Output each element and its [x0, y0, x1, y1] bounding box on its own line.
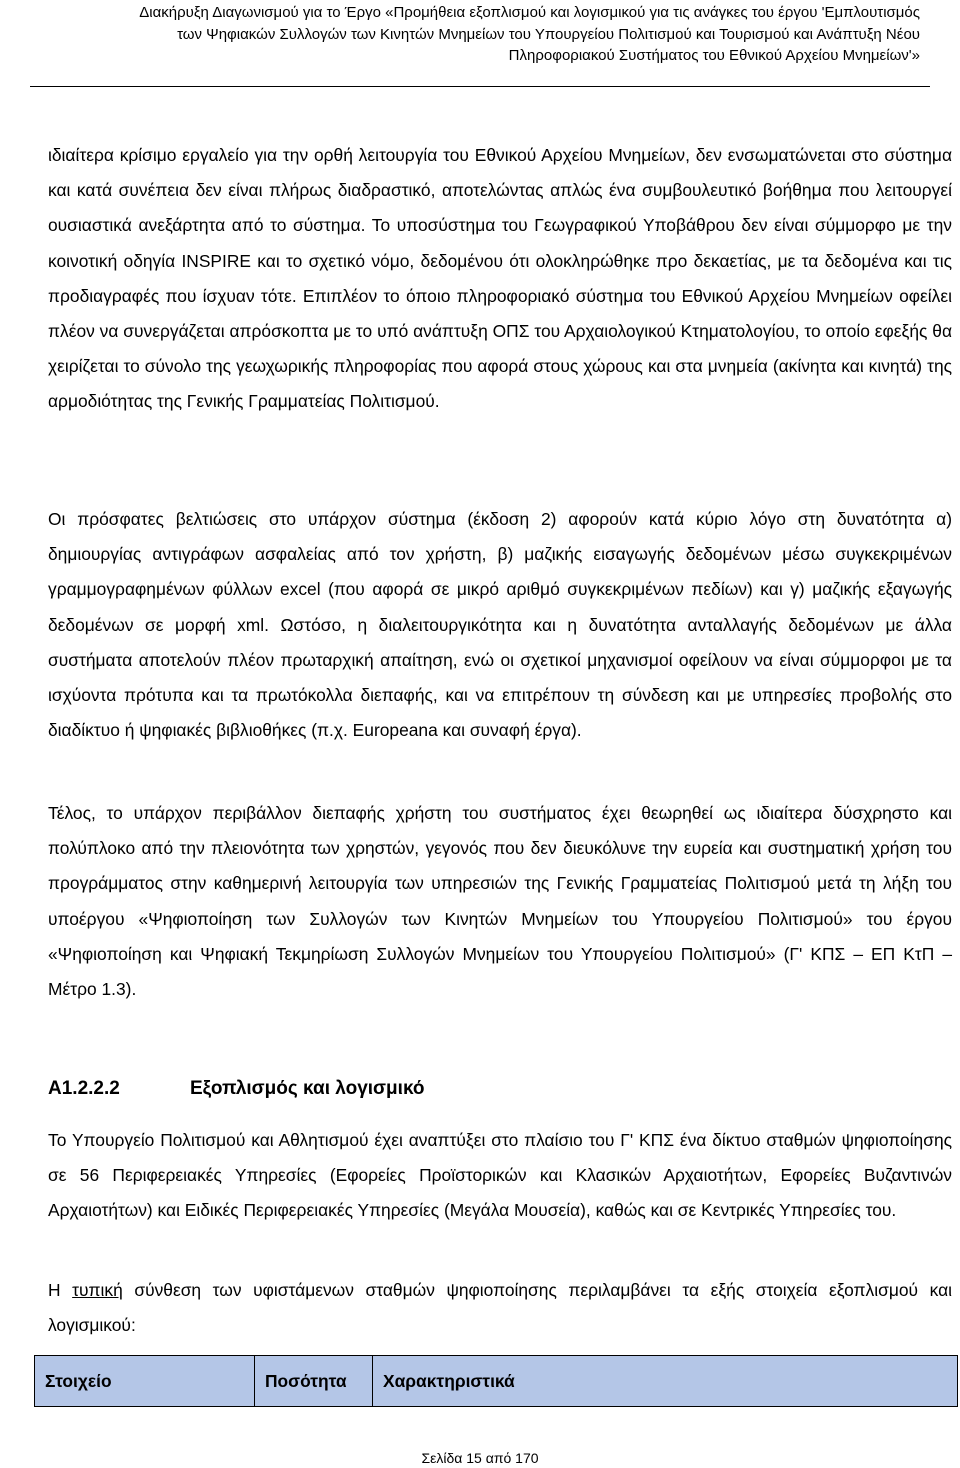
paragraph-1: ιδιαίτερα κρίσιμο εργαλείο για την ορθή λειτουργία του Εθνικού Αρχείου Μνημείων, δεν ενσωματώνεται στο σύστημα και κατά συνέπεια δεν είναι πλήρως διαδραστικό, αποτελώντας απλώς ένα συμβουλευτικό βοήθημα που λειτουργεί ουσιαστικά ανεξάρτητα από το σύστημα. Το υποσύστημα του Γεωγραφικού Υποβάθρου δεν είναι σύμμορφο με την κοινοτική οδηγία INSPIRE και το σχετικό νόμο, δεδομένου ότι ολοκληρώθηκε προ δεκαετίας, με τα δεδομένα και τις προδιαγραφές που ίσχυαν τότε. Επιπλέον το όποιο πληροφοριακό σύστημα του Εθνικού Αρχείου Μνημείων οφείλει πλέον να συνεργάζεται απρόσκοπτα με το υπό ανάπτυξη ΟΠΣ του Αρχαιολογικού Κτηματολογίου, το οποίο εφεξής θα χειρίζεται το σύνολο της γεωχωρικής πληροφορίας που αφορά στους χώρους και στα μνημεία (ακίνητα και κινητά) της αρμοδιότητας της Γενικής Γραμματείας Πολιτισμού. — [48, 145, 952, 412]
page-number: Σελίδα 15 από 170 — [421, 1450, 539, 1466]
header-line-2: των Ψηφιακών Συλλογών των Κινητών Μνημείων του Υπουργείου Πολιτισμού και Τουρισμού και Ανάπτυξη Νέου — [177, 25, 920, 43]
section-heading — [48, 1078, 425, 1100]
paragraph-3: Τέλος, το υπάρχον περιβάλλον διεπαφής χρήστη του συστήματος έχει θεωρηθεί ως ιδιαίτερα δύσχρηστο και πολύπλοκο από την πλειονότητα των χρηστών, γεγονός που δεν διευκόλυνε την ευρεία και συστηματική χρήση του προγράμματος στην καθημερινή λειτουργία των υπηρεσιών της Γενικής Γραμματείας Πολιτισμού μετά τη λήξη του υποέργου «Ψηφιοποίηση των Συλλογών των Κινητών Μνημείων του Υπουργείου Πολιτισμού» του έργου «Ψηφιοποίηση και Ψηφιακή Τεκμηρίωση Συλλογών Μνημείων του Υπουργείου Πολιτισμού» (Γ' ΚΠΣ – ΕΠ ΚτΠ – Μέτρο 1.3). — [48, 803, 952, 1000]
column-header-item: Στοιχείο — [35, 1356, 255, 1407]
paragraph-2: Οι πρόσφατες βελτιώσεις στο υπάρχον σύστημα (έκδοση 2) αφορούν κατά κύριο λόγο στη δυνατότητα α) δημιουργίας αντιγράφων ασφαλείας από τον χρήστη, β) μαζικής εισαγωγής δεδομένων μέσω συγκεκριμένων γραμμογραφημένων φύλλων excel (που αφορά σε μικρό αριθμό συγκεκριμένων πεδίων) και γ) μαζικής εξαγωγής δεδομένων σε μορφή xml. Ωστόσο, η διαλειτουργικότητα και η δυνατότητα ανταλλαγής δεδομένων με άλλα συστήματα αποτελούν πλέον πρωταρχική απαίτηση, ενώ οι σχετικοί μηχανισμοί οφείλουν να είναι σύμμορφοι με τα ισχύοντα πρότυπα και τα πρωτόκολλα διεπαφής, και να επιτρέπουν τη σύνδεση και με υπηρεσίες προβολής στο διαδίκτυο ή ψηφιακές βιβλιοθήκες (π.χ. Europeana και συναφή έργα). — [48, 509, 952, 741]
equipment-table — [34, 1355, 958, 1407]
page-header — [0, 0, 960, 67]
column-header-quantity: Ποσότητα — [255, 1356, 373, 1407]
paragraph-5-rest: σύνθεση των υφιστάμενων σταθμών ψηφιοποίησης περιλαμβάνει τα εξής στοιχεία εξοπλισμού και λογισμικού: — [48, 1280, 952, 1336]
paragraph-4: Το Υπουργείο Πολιτισμού και Αθλητισμού έχει αναπτύξει στο πλαίσιο του Γ' ΚΠΣ ένα δίκτυο σταθμών ψηφιοποίησης σε 56 Περιφερειακές Υπηρεσίες (Εφορείες Προϊστορικών και Κλασικών Αρχαιοτήτων, Εφορείες Βυζαντινών Αρχαιοτήτων) και Ειδικές Περιφερειακές Υπηρεσίες (Μεγάλα Μουσεία), καθώς και σε Κεντρικές Υπηρεσίες του. — [48, 1130, 952, 1221]
table-header-row — [35, 1356, 958, 1407]
header-divider — [30, 86, 930, 87]
underlined-word: τυπική — [72, 1280, 123, 1300]
paragraph-5-start: Η — [48, 1280, 73, 1300]
header-line-3: Πληροφοριακού Συστήματος του Εθνικού Αρχείου Μνημείων'» — [508, 47, 920, 64]
section-number: Α1.2.2.2 — [48, 1078, 120, 1099]
section-title: Εξοπλισμός και λογισμικό — [190, 1078, 425, 1099]
header-line-1: Διακήρυξη Διαγωνισμού για το Έργο «Προμήθεια εξοπλισμού και λογισμικού για τις ανάγκες του έργου 'Εμπλουτισμός — [139, 4, 920, 21]
column-header-characteristics: Χαρακτηριστικά — [373, 1356, 958, 1407]
paragraph-5 — [48, 1273, 952, 1343]
